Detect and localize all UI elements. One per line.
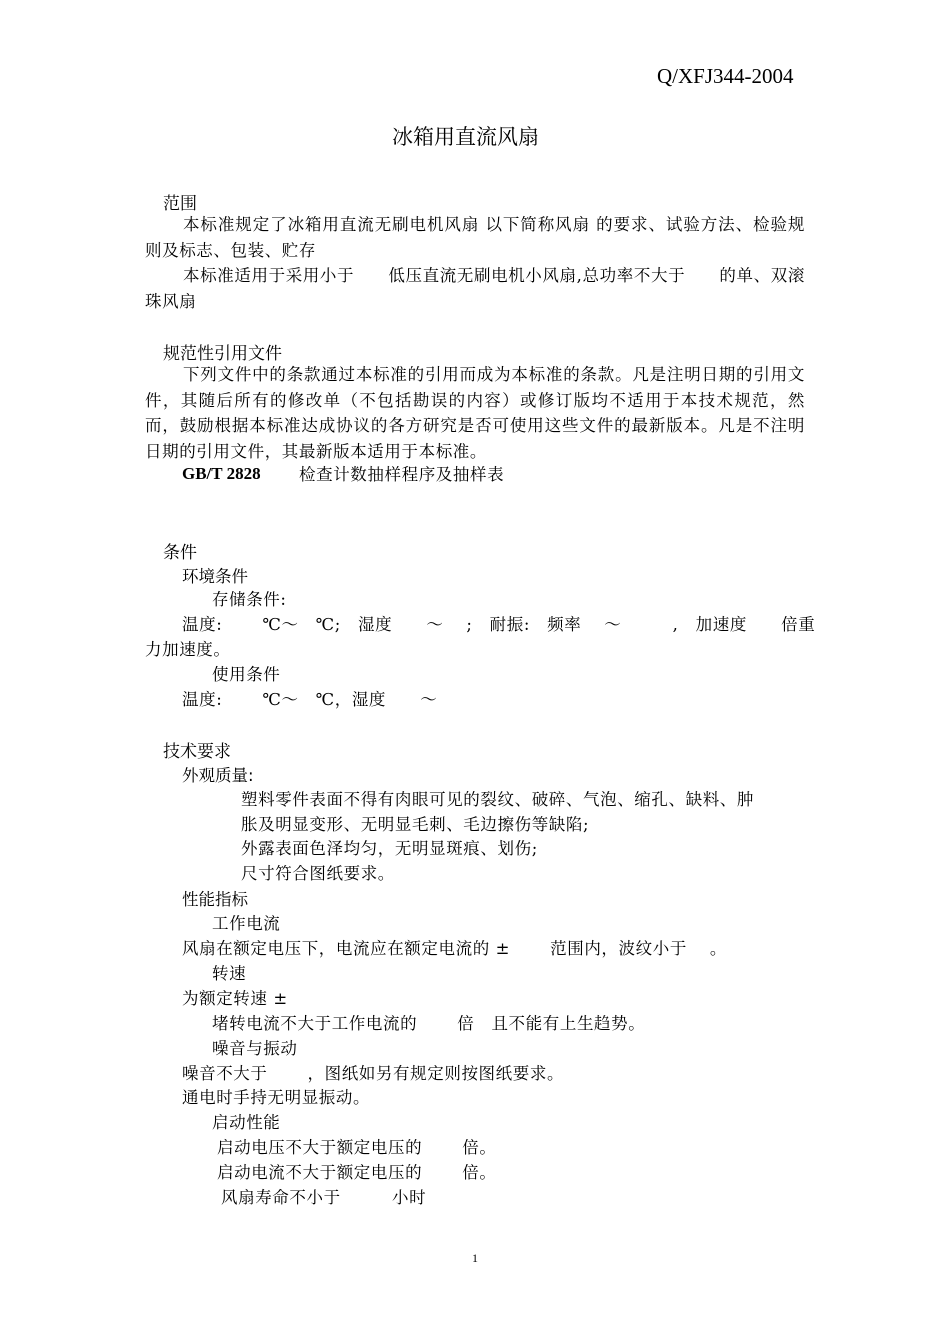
- environment-heading: 环境条件: [182, 567, 248, 586]
- appearance-item-2: 外露表面色泽均匀，无明显斑痕、划伤;: [241, 839, 538, 858]
- page-number: 1: [472, 1251, 478, 1265]
- appearance-item-3: 尺寸符合图纸要求。: [241, 864, 395, 883]
- reference-title: 检查计数抽样程序及抽样表: [299, 465, 505, 484]
- speed-label: 转速: [212, 964, 247, 983]
- noise-text: 噪音不大于 ，图纸如另有规定则按图纸要求。: [182, 1064, 565, 1083]
- scope-paragraph-1: 本标准规定了冰箱用直流无刷电机风扇 以下简称风扇 的要求、试验方法、检验规则及标志、包装、贮存: [145, 215, 805, 260]
- section-heading-scope: 范围: [163, 194, 197, 214]
- storage-line-1: 温度: ℃～ ℃; 湿度 ～ ; 耐振: 频率 ～ , 加速度 倍重: [182, 615, 816, 634]
- document-code: Q/XFJ344-2004: [657, 64, 794, 88]
- reference-code: GB/T 2828: [182, 464, 261, 483]
- start-current-text: 启动电流不大于额定电压的 倍。: [217, 1163, 497, 1182]
- usage-line: 温度: ℃～ ℃，湿度 ～: [182, 690, 438, 709]
- storage-label: 存储条件:: [212, 590, 287, 609]
- appearance-heading: 外观质量:: [182, 766, 254, 785]
- references-paragraph: 下列文件中的条款通过本标准的引用而成为本标准的条款。凡是注明日期的引用文件，其随后所有的修改单（不包括勘误的内容）或修订版均不适用于本技术规范，然而，鼓励根据本标准达成协议的各方研究是否可使用这些文件的最新版本。凡是不注明日期的引用文件，其最新版本适用于本标准。: [145, 365, 805, 461]
- usage-label: 使用条件: [212, 665, 281, 684]
- storage-line-2: 力加速度。: [145, 640, 231, 659]
- performance-heading: 性能指标: [182, 890, 248, 909]
- appearance-item-1b: 胀及明显变形、无明显毛刺、毛边擦伤等缺陷;: [241, 815, 590, 834]
- document-title: 冰箱用直流风扇: [392, 125, 539, 149]
- section-heading-technical: 技术要求: [163, 742, 231, 762]
- stall-current-text: 堵转电流不大于工作电流的 倍 且不能有上生趋势。: [212, 1014, 646, 1033]
- section-heading-conditions: 条件: [163, 543, 197, 563]
- current-label: 工作电流: [212, 914, 281, 933]
- current-text: 风扇在额定电压下，电流应在额定电流的 ± 范围内，波纹小于 。: [182, 939, 727, 958]
- noise-label: 噪音与振动: [212, 1039, 298, 1058]
- vibration-text: 通电时手持无明显振动。: [182, 1088, 371, 1107]
- start-label: 启动性能: [212, 1113, 281, 1132]
- start-voltage-text: 启动电压不大于额定电压的 倍。: [217, 1138, 497, 1157]
- scope-paragraph-2: 本标准适用于采用小于 低压直流无刷电机小风扇,总功率不大于 的单、双滚珠风扇: [145, 266, 805, 311]
- section-heading-references: 规范性引用文件: [163, 344, 282, 364]
- speed-text: 为额定转速 ±: [182, 989, 288, 1008]
- appearance-item-1a: 塑料零件表面不得有肉眼可见的裂纹、破碎、气泡、缩孔、缺料、肿: [241, 790, 754, 809]
- fan-life-text: 风扇寿命不小于 小时: [221, 1188, 427, 1207]
